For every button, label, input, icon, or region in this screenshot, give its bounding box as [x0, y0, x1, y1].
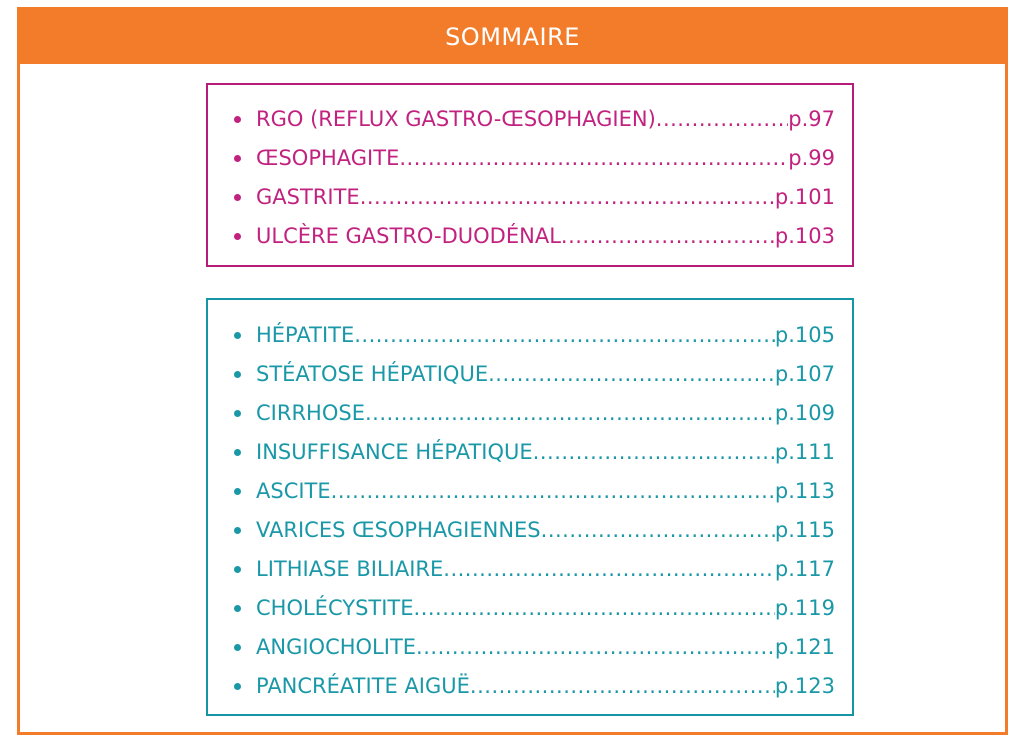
- sommaire-header: [20, 10, 1005, 64]
- toc-item-page: p.121: [774, 635, 835, 659]
- dot-leader: [365, 394, 775, 433]
- toc-item-title: ŒSOPHAGITE: [256, 146, 400, 170]
- dot-leader: [541, 511, 775, 550]
- toc-item[interactable]: [231, 589, 835, 628]
- dot-leader: [533, 433, 775, 472]
- toc-item-page: p.119: [774, 596, 835, 620]
- sommaire-title: SOMMAIRE: [445, 23, 580, 51]
- toc-item-title: RGO (REFLUX GASTRO-ŒSOPHAGIEN): [256, 107, 656, 131]
- toc-item[interactable]: [231, 139, 835, 178]
- toc-item[interactable]: [231, 433, 835, 472]
- toc-section-hepatobiliary: [206, 298, 854, 716]
- toc-item-title: HÉPATITE: [256, 323, 355, 347]
- sommaire-frame: [17, 7, 1008, 735]
- toc-item[interactable]: [231, 550, 835, 589]
- bullet-icon: [234, 566, 241, 573]
- bullet-icon: [234, 233, 241, 240]
- toc-item-page: p.113: [774, 479, 835, 503]
- bullet-icon: [234, 683, 241, 690]
- toc-section-digestive-upper: [206, 83, 854, 267]
- toc-item[interactable]: [231, 394, 835, 433]
- toc-item[interactable]: [231, 316, 835, 355]
- toc-item-title: CHOLÉCYSTITE: [256, 596, 414, 620]
- toc-item-page: p.117: [774, 557, 835, 581]
- dot-leader: [354, 316, 775, 355]
- toc-item-title: GASTRITE: [256, 185, 360, 209]
- toc-list: [231, 316, 835, 706]
- bullet-icon: [234, 449, 241, 456]
- bullet-icon: [234, 194, 241, 201]
- dot-leader: [488, 355, 775, 394]
- toc-item-page: p.105: [774, 323, 835, 347]
- bullet-icon: [234, 155, 241, 162]
- toc-item-page: p.123: [774, 674, 835, 698]
- toc-item[interactable]: [231, 628, 835, 667]
- toc-item-title: VARICES ŒSOPHAGIENNES: [256, 518, 541, 542]
- dot-leader: [414, 589, 775, 628]
- dot-leader: [360, 178, 775, 217]
- dot-leader: [561, 217, 775, 256]
- toc-item-title: CIRRHOSE: [256, 401, 365, 425]
- toc-item-page: p.97: [788, 107, 835, 131]
- toc-list: [231, 100, 835, 256]
- toc-item-page: p.103: [774, 224, 835, 248]
- toc-item[interactable]: [231, 217, 835, 256]
- dot-leader: [656, 100, 788, 139]
- bullet-icon: [234, 644, 241, 651]
- bullet-icon: [234, 605, 241, 612]
- toc-item-title: ASCITE: [256, 479, 331, 503]
- bullet-icon: [234, 488, 241, 495]
- bullet-icon: [234, 371, 241, 378]
- toc-item-title: PANCRÉATITE AIGUË: [256, 674, 470, 698]
- bullet-icon: [234, 410, 241, 417]
- toc-item-page: p.111: [774, 440, 835, 464]
- toc-item-title: INSUFFISANCE HÉPATIQUE: [256, 440, 533, 464]
- toc-item[interactable]: [231, 355, 835, 394]
- bullet-icon: [234, 332, 241, 339]
- dot-leader: [470, 667, 775, 706]
- toc-item-page: p.115: [774, 518, 835, 542]
- toc-item[interactable]: [231, 511, 835, 550]
- dot-leader: [331, 472, 775, 511]
- toc-item-title: LITHIASE BILIAIRE: [256, 557, 444, 581]
- toc-item-page: p.101: [774, 185, 835, 209]
- toc-item-title: STÉATOSE HÉPATIQUE: [256, 362, 489, 386]
- toc-item-page: p.109: [774, 401, 835, 425]
- dot-leader: [416, 628, 775, 667]
- toc-item[interactable]: [231, 472, 835, 511]
- dot-leader: [399, 139, 788, 178]
- bullet-icon: [234, 116, 241, 123]
- toc-item[interactable]: [231, 178, 835, 217]
- toc-item[interactable]: [231, 100, 835, 139]
- bullet-icon: [234, 527, 241, 534]
- toc-item-page: p.107: [774, 362, 835, 386]
- toc-item-title: ULCÈRE GASTRO-DUODÉNAL: [256, 224, 561, 248]
- dot-leader: [443, 550, 775, 589]
- toc-item-page: p.99: [788, 146, 835, 170]
- toc-item-title: ANGIOCHOLITE: [256, 635, 417, 659]
- toc-item[interactable]: [231, 667, 835, 706]
